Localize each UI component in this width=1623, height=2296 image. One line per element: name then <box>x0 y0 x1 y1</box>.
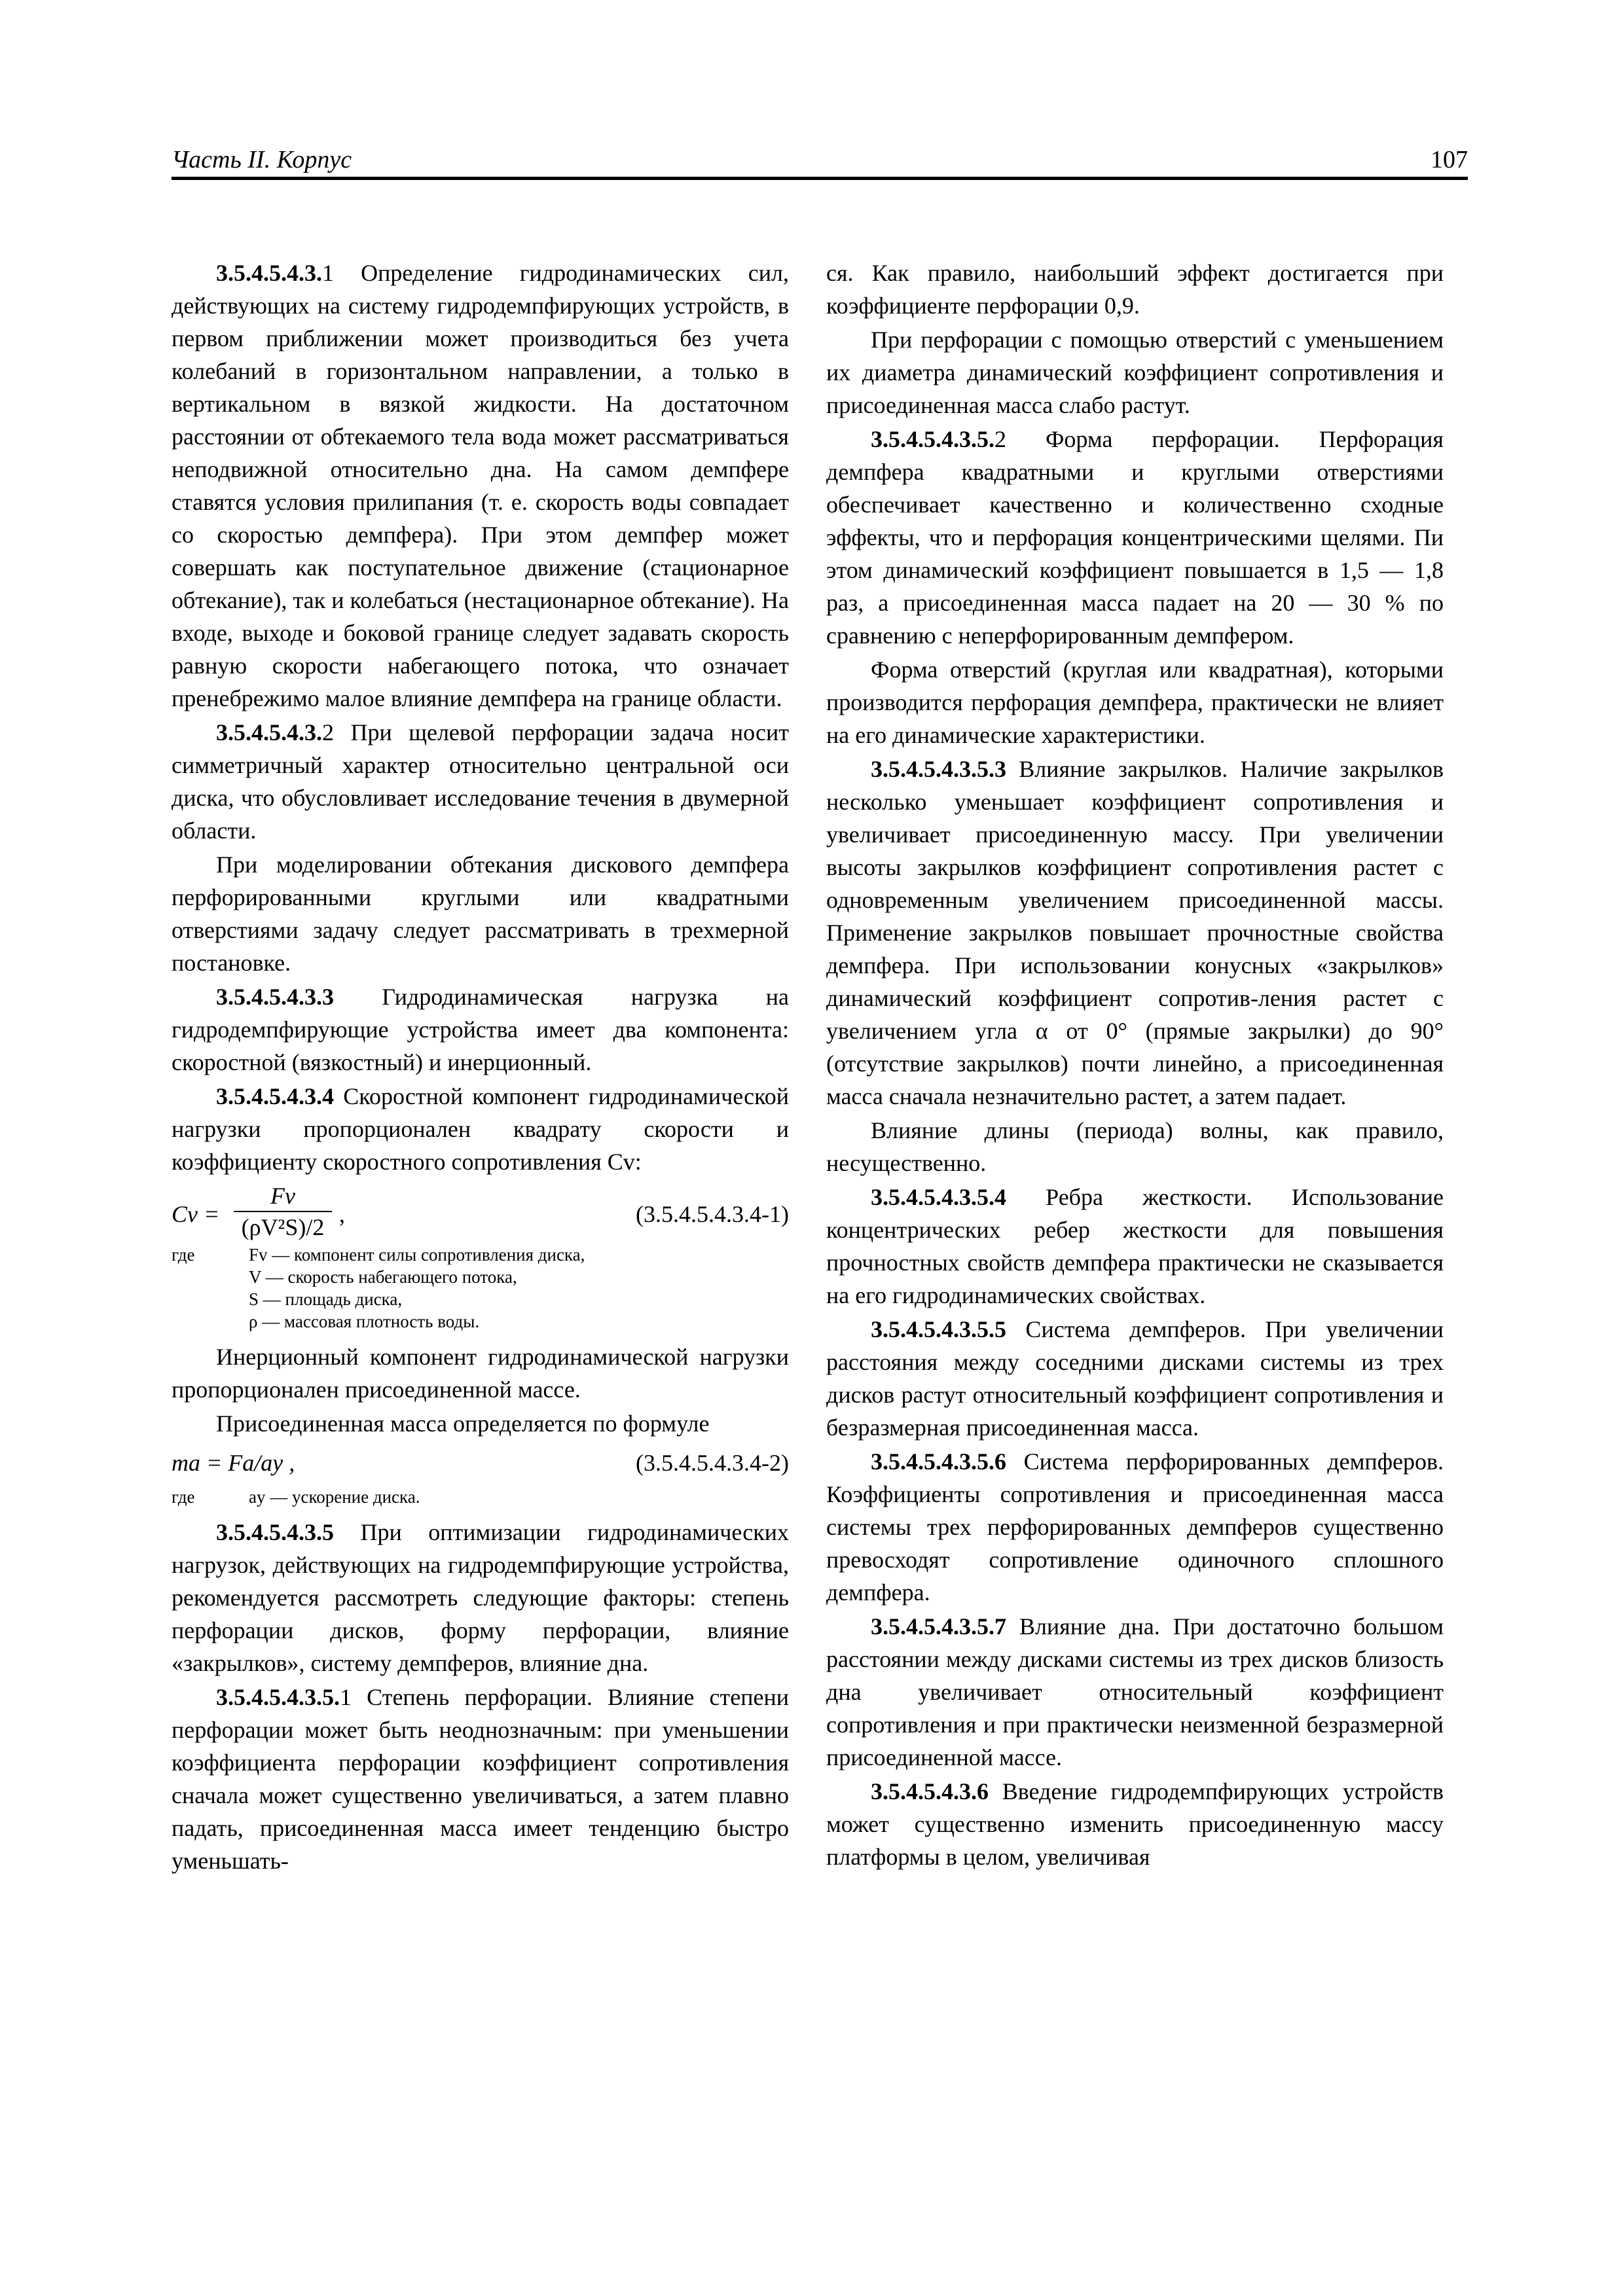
legend-text: ay — ускорение диска. <box>249 1487 420 1507</box>
formula-lhs: ma = Fa/ay , <box>172 1450 295 1476</box>
paragraph <box>172 1080 789 1178</box>
legend-where: где <box>172 1245 195 1265</box>
legend-where: где <box>172 1487 195 1507</box>
paragraph-text: Форма перфорации. Перфорация демпфера квадратными и круглыми отверстиями обеспечивает качественно и количественно сходные эффекты, что и перфорация концентрическими щелями. Пи этом динамический коэффициент повышается в 1,5 — 1,8 раз, а присоединенная масса падает на 20 — 30 % по сравнению с неперфорированным демпфером. <box>826 426 1444 649</box>
formula-number: (3.5.4.5.4.3.4-2) <box>636 1450 789 1476</box>
section-number: 3.5.4.5.4.3.6 <box>871 1778 989 1804</box>
paragraph-text: Определение гидродинамических сил, действующих на систему гидродемпфирующих устройств, в первом приближении может производиться без учета колебаний в горизонтальном направлении, а только в вертикальном в вязкой жидкости. На достаточном расстоянии от обтекаемого тела вода может рассматриваться неподвижной относительно дна. На самом демпфере ставятся условия прилипания (т. е. скорость воды совпадает со скоростью демпфера). При этом демпфер может совершать как поступательное движение (стационарное обтекание), так и колебаться (нестационарное обтекание). На входе, выходе и боковой границе следует задавать скорость равную скорости набегающего потока, что означает пренебрежимо малое влияние демпфера на границе области. <box>172 260 789 711</box>
section-number: 3.5.4.5.4.3.4 <box>216 1083 334 1109</box>
legend-row <box>172 1266 789 1288</box>
paragraph <box>172 980 789 1079</box>
formula-fraction <box>234 1182 332 1241</box>
section-number: 3.5.4.5.4.3.5.3 <box>871 756 1006 782</box>
paragraph-text: Скоростной компонент гидродинамической нагрузки пропорционален квадрату скорости и коэффициенту скоростного сопротивления Cv: <box>172 1083 789 1175</box>
paragraph <box>826 1313 1444 1444</box>
paragraph-text: Введение гидродемпфирующих устройств может существенно изменить присоединенную массу платформы в целом, увеличивая <box>826 1778 1444 1870</box>
section-number: 3.5.4.5.4.3.5.5 <box>871 1316 1006 1342</box>
paragraph: Влияние длины (периода) волны, как правило, несущественно. <box>826 1117 1444 1176</box>
section-number: 3.5.4.5.4.3. <box>216 719 322 745</box>
paragraph: Форма отверстий (круглая или квадратная), которыми производится перфорация демпфера, практически не влияет на его динамические характеристики. <box>826 656 1444 748</box>
section-number: 3.5.4.5.4.3.5.6 <box>871 1448 1006 1475</box>
paragraph <box>826 1775 1444 1873</box>
section-number: 3.5.4.5.4.3.3 <box>216 984 334 1010</box>
formula-comma: , <box>339 1201 345 1227</box>
paragraph-text: Система перфорированных демпферов. Коэффициенты сопротивления и присоединенная масса системы трех перфорированных демпферов существенно превосходят сопротивление одиночного сплошного демпфера. <box>826 1448 1444 1605</box>
page-header <box>172 145 1468 178</box>
paragraph <box>172 716 789 847</box>
paragraph <box>172 257 789 715</box>
paragraph <box>826 1181 1444 1312</box>
right-column <box>826 257 1444 1874</box>
paragraph-text: Влияние дна. При достаточно большом расстоянии между дисками системы из трех дисков близость дна увеличивает относительный коэффициент сопротивления и при практически неизменной безразмерной присоединенной массе. <box>826 1613 1444 1770</box>
paragraph-text: Влияние закрылков. Наличие закрылков несколько уменьшает коэффициент сопротивления и увеличивает присоединенную массу. При увеличении высоты закрылков коэффициент сопротивления растет с одновременным увеличением присоединенной массы. Применение закрылков повышает прочностные свойства демпфера. При использовании конусных «закрылков» динамический коэффициент сопротив-ления растет с увеличением угла α от 0° (прямые закрылки) до 90° (отсутствие закрылков) почти линейно, а присоединенная масса сначала незначительно растет, а затем падает. <box>826 756 1444 1109</box>
paragraph <box>826 1610 1444 1774</box>
formula-denominator: (ρV²S)/2 <box>241 1214 325 1240</box>
legend-text: S — площадь диска, <box>249 1289 403 1309</box>
running-title: Часть II. Корпус <box>172 146 352 173</box>
section-number: 3.5.4.5.4.3.5.7 <box>871 1613 1006 1640</box>
paragraph <box>172 1681 789 1877</box>
formula-legend <box>172 1244 789 1333</box>
paragraph: Инерционный компонент гидродинамической нагрузки пропорционален присоединенной массе. <box>172 1344 789 1403</box>
section-number-suffix: 1 <box>340 1684 352 1710</box>
formula-drag-coefficient <box>172 1182 789 1240</box>
fraction-bar <box>234 1211 332 1212</box>
legend-row <box>172 1486 789 1508</box>
paragraph: Присоединенная масса определяется по формуле <box>216 1410 710 1437</box>
paragraph-text: Гидродинамическая нагрузка на гидродемпфирующие устройства имеет два компонента: скоростной (вязкостный) и инерционный. <box>172 984 789 1075</box>
legend-text: V — скорость набегающего потока, <box>249 1267 517 1287</box>
section-number: 3.5.4.5.4.3.5. <box>871 426 994 452</box>
paragraph-text: При щелевой перфорации задача носит симметричный характер относительно центральной оси диска, что обусловливает исследование течения в двумерной области. <box>172 719 789 844</box>
section-number-suffix: 2 <box>322 719 334 745</box>
paragraph: ся. Как правило, наибольший эффект достигается при коэффициенте перфорации 0,9. <box>826 260 1444 319</box>
paragraph-text: При оптимизации гидродинамических нагрузок, действующих на гидродемпфирующие устройства, рекомендуется рассмотреть следующие факторы: степень перфорации дисков, форму перфорации, влияние «закрылков», систему демпферов, влияние дна. <box>172 1519 789 1676</box>
left-column <box>172 257 789 1878</box>
section-number-suffix: 1 <box>322 260 334 286</box>
paragraph-text: Ребра жесткости. Использование концентрических ребер жесткости для повышения прочностных свойств демпфера практически не сказывается на его гидродинамических свойствах. <box>826 1184 1444 1308</box>
paragraph: При перфорации с помощью отверстий с уменьшением их диаметра динамический коэффициент сопротивления и присоединенная масса слабо растут. <box>826 327 1444 418</box>
legend-row <box>172 1288 789 1310</box>
legend-row <box>172 1310 789 1333</box>
formula-lhs: Cv = <box>172 1201 220 1227</box>
legend-text: ρ — массовая плотность воды. <box>249 1312 480 1331</box>
paragraph <box>826 753 1444 1113</box>
legend-text: Fv — компонент силы сопротивления диска, <box>249 1245 585 1265</box>
formula-numerator: Fv <box>270 1183 295 1209</box>
legend-row <box>172 1244 789 1266</box>
formula-number: (3.5.4.5.4.3.4-1) <box>636 1201 789 1227</box>
section-number: 3.5.4.5.4.3.5. <box>216 1684 340 1710</box>
section-number-suffix: 2 <box>994 426 1006 452</box>
section-number: 3.5.4.5.4.3.5 <box>216 1519 334 1545</box>
paragraph <box>826 1445 1444 1609</box>
paragraph <box>826 423 1444 652</box>
page-number: 107 <box>1431 146 1468 173</box>
paragraph-text: Степень перфорации. Влияние степени перфорации может быть неоднозначным: при уменьшении коэффициента перфорации коэффициент сопротивления сначала может существенно увеличиваться, а затем плавно падать, присоединенная масса имеет тенденцию быстро уменьшать- <box>172 1684 789 1874</box>
header-rule <box>172 177 1468 180</box>
paragraph <box>172 1516 789 1679</box>
formula-legend <box>172 1486 789 1508</box>
formula-added-mass <box>172 1444 789 1482</box>
section-number: 3.5.4.5.4.3. <box>216 260 322 286</box>
paragraph-text: Система демпферов. При увеличении расстояния между соседними дисками системы из трех дисков растут относительный коэффициент сопротивления и безразмерная присоединенная масса. <box>826 1316 1444 1441</box>
section-number: 3.5.4.5.4.3.5.4 <box>871 1184 1006 1210</box>
paragraph: При моделировании обтекания дискового демпфера перфорированными круглыми или квадратными отверстиями задачу следует рассматривать в трехмерной постановке. <box>172 852 789 976</box>
